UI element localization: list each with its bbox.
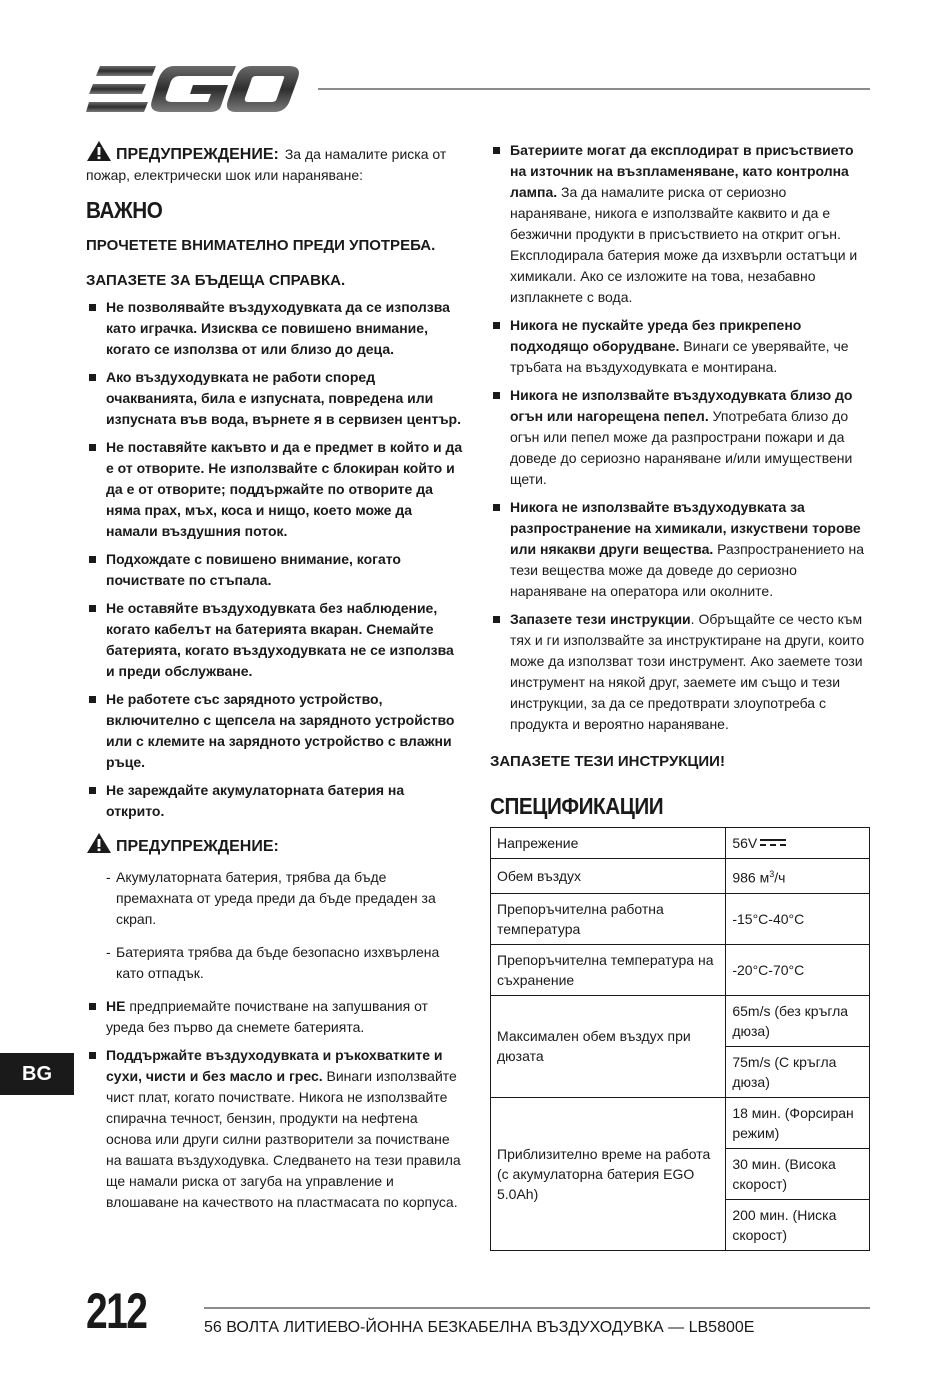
spec-value: -20°C-70°C: [726, 944, 870, 995]
table-row: [491, 995, 870, 1046]
voltage-value: 56V: [732, 835, 758, 851]
emphasis: Никога не пускайте уреда без прикрепено подходящо оборудване.: [510, 317, 802, 354]
footer-rule: [204, 1307, 870, 1309]
list-item: Не работете със зарядното устройство, включително с щепсела на зарядното устройство или с клемите на зарядното устройство с влажни ръце.: [86, 689, 466, 773]
spec-value: -15°C-40°C: [726, 893, 870, 944]
specs-heading: СПЕЦИФИКАЦИИ: [490, 793, 664, 819]
specs-table: [490, 827, 870, 1251]
air-volume-value: 986 м: [732, 869, 770, 886]
emphasis: Никога не използвайте въздуходувката за разпространение на химикали, изкуствени торове или някакви други вещества.: [510, 499, 861, 557]
spec-value: [726, 859, 870, 894]
save-reference: ЗАПАЗЕТЕ ЗА БЪДЕЩА СПРАВКА.: [86, 272, 346, 289]
read-carefully: ПРОЧЕТЕТЕ ВНИМАТЕЛНО ПРЕДИ УПОТРЕБА.: [86, 237, 436, 254]
save-instructions: ЗАПАЗЕТЕ ТЕЗИ ИНСТРУКЦИИ!: [490, 753, 725, 770]
list-item: [490, 609, 870, 735]
list-item: Не позволявайте въздуходувката да се използва като играчка. Изисква се повишено внимание, когато се използва от или близо до деца.: [86, 297, 466, 360]
footer-title: 56 ВОЛТА ЛИТИЕВО-ЙОННА БЕЗКАБЕЛНА ВЪЗДУХОДУВКА — LB5800E: [204, 1319, 755, 1336]
spec-label: Препоръчителна работна температура: [491, 893, 726, 944]
list-item: [490, 140, 870, 308]
table-row: [491, 859, 870, 894]
header-rule: [318, 88, 870, 90]
unit: /ч: [774, 869, 786, 886]
table-row: [491, 893, 870, 944]
list-item: [490, 497, 870, 602]
list-item: - Батерията трябва да бъде безопасно изхвърлена като отпадък.: [106, 942, 466, 984]
warning-text: За да намалите риска от пожар, електрически шок или нараняване:: [86, 146, 447, 183]
emphasis: Никога не използвайте въздуходувката близо до огън или нагорещена пепел.: [510, 387, 853, 424]
spec-value: [726, 828, 870, 859]
spec-value: 18 мин. (Форсиран режим): [726, 1097, 870, 1148]
list-item: Не поставяйте какъвто и да е предмет в който и да е от отворите. Не използвайте с блокиран който и да е от отворите; поддържайте по отворите да няма прах, мъх, коса и нищо, което може да намали въздушния поток.: [86, 437, 466, 542]
item-text: предприемайте почистване на запушвания от уреда без първо да снемете батерията.: [106, 998, 428, 1035]
table-row: [491, 1097, 870, 1148]
spec-label: Приблизително време на работа (с акумулаторна батерия EGO 5.0Ah): [491, 1097, 726, 1250]
spec-value: 75m/s (С кръгла дюза): [726, 1046, 870, 1097]
warning-title: ПРЕДУПРЕЖДЕНИЕ:: [116, 838, 279, 855]
spec-value: 200 мин. (Ниска скорост): [726, 1199, 870, 1250]
warning-icon: [86, 140, 112, 162]
right-column: [490, 140, 870, 1251]
list-item: Подхождате с повишено внимание, когато почиствате по стъпала.: [86, 549, 466, 591]
spec-label: Обем въздух: [491, 859, 726, 894]
item-text: . Обръщайте се често към тях и ги използвайте за инструктиране на други, които може да използват този инструмент. Ако заемете този инструмент на някой друг, заемете им също и тези инструкции, за да се предотврати злоупотреба с продукта и вероятно нараняване.: [510, 611, 865, 732]
list-item: Не оставяйте въздуходувката без наблюдение, когато кабелът на батерията вкаран. Снемайте батерията, когато въздуходувката не се използва и преди обслужване.: [86, 598, 466, 682]
item-text: Употребата близо до огън или пепел може да разпространи пожари и да доведе до сериозно нараняване и/или имуществени щети.: [510, 408, 853, 487]
list-item: [86, 1045, 466, 1213]
disposal-list: [86, 867, 466, 984]
warning-icon: [86, 832, 112, 854]
spec-value: 65m/s (без кръгла дюза): [726, 995, 870, 1046]
spec-label: Максимален обем въздух при дюзата: [491, 995, 726, 1097]
important-heading: ВАЖНО: [86, 197, 163, 223]
maintenance-list: [86, 996, 466, 1213]
page-number: 212: [86, 1283, 147, 1339]
warning-block: [86, 140, 466, 186]
safety-list: [86, 297, 466, 822]
item-text: Разпространението на тези вещества може да доведе до сериозно нараняване на оператора или околните.: [510, 541, 865, 599]
list-item: [86, 996, 466, 1038]
list-item: Ако въздуходувката не работи според очакванията, била е изпусната, повредена или изпусната във вода, върнете я в сервизен център.: [86, 367, 466, 430]
language-tab: BG: [0, 1053, 74, 1095]
item-text: Винаги използвайте чист плат, когато почиствате. Никога не използвайте спирачна течност, бензин, продукти на нефтена основа или други силни разтворители за почистване на вашата въздуходувка. Следването на тези правила ще намали риска от загуба на управление и влошаване на качеството на пластмасата по корпуса.: [106, 1068, 461, 1210]
emphasis: Батериите могат да експлодират в присъствието на източник на възпламеняване, като контролна лампа.: [510, 142, 854, 200]
spec-value: 30 мин. (Висока скорост): [726, 1148, 870, 1199]
emphasis: Поддържайте въздуходувката и ръкохватките и сухи, чисти и без масло и грес.: [106, 1047, 443, 1084]
list-item: - Акумулаторната батерия, трябва да бъде премахната от уреда преди да бъде предаден за скрап.: [106, 867, 466, 930]
dc-symbol-icon: [760, 839, 786, 846]
table-row: [491, 944, 870, 995]
warning-title: ПРЕДУПРЕЖДЕНИЕ:: [116, 146, 279, 163]
table-row: [491, 828, 870, 859]
emphasis: НЕ: [106, 998, 126, 1014]
list-item: Не зареждайте акумулаторната батерия на открито.: [86, 780, 466, 822]
superscript: 3: [769, 869, 775, 879]
list-item: [490, 315, 870, 378]
emphasis: Запазете тези инструкции: [510, 611, 691, 627]
list-item: [490, 385, 870, 490]
item-text: Винаги се уверявайте, че тръбата на въздуходувката е монтирана.: [510, 338, 849, 375]
item-text: За да намалите риска от сериозно нараняване, никога е използвайте каквито и да е безжични продукти в присъствието на открит огън. Експлодирала батерия може да изхвърли остатъци и химикали. Ако се изложите на това, незабавно изплакнете с вода.: [510, 184, 858, 305]
spec-label: Напрежение: [491, 828, 726, 859]
ego-logo: [86, 64, 300, 114]
warning-block-2: [86, 832, 466, 857]
left-column: [86, 140, 466, 1220]
battery-safety-list: [490, 140, 870, 735]
spec-label: Препоръчителна температура на съхранение: [491, 944, 726, 995]
